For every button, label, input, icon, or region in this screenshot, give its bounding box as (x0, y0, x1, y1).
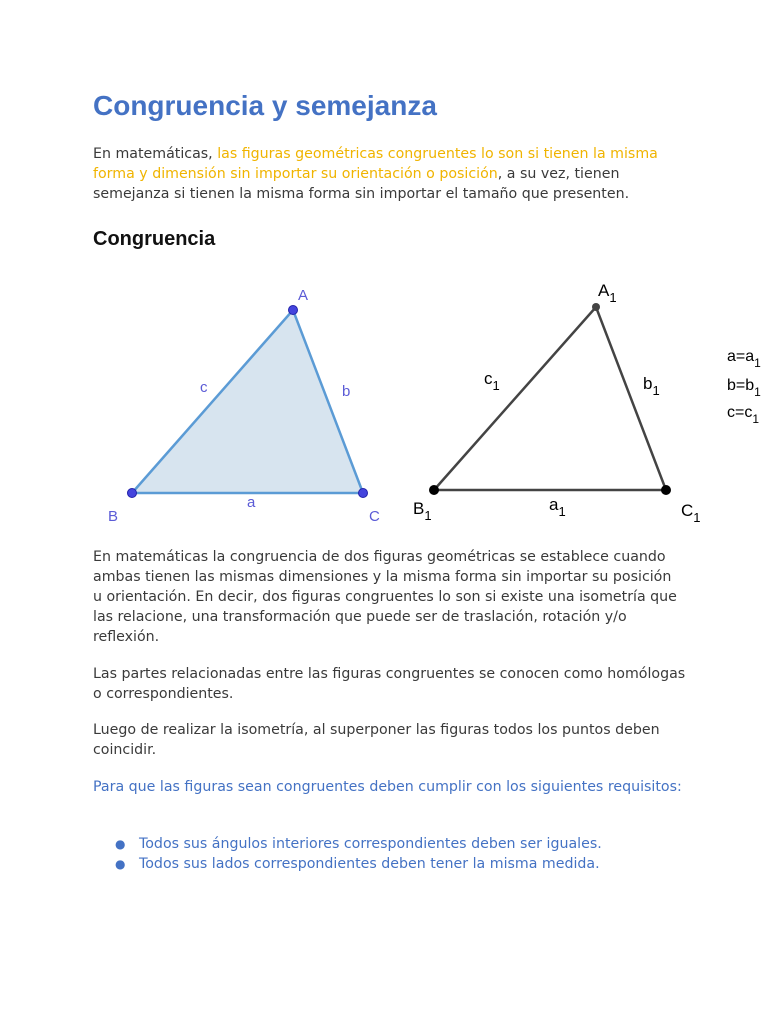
side-label-b1: $b_1$ (643, 374, 660, 398)
vertex-point-a (289, 306, 298, 315)
side-label-a1: $a_1$ (549, 495, 566, 519)
vertex-point-a1 (592, 303, 600, 311)
intro-end: , a su vez, tienen semejanza si tienen la misma forma sin importar el tamaño que presenten. (93, 166, 630, 202)
requirement-text: Todos sus lados correspondientes deben tener la misma medida. (139, 856, 600, 872)
section-heading: Congruencia (93, 228, 216, 250)
intro-paragraph (93, 144, 693, 204)
equality-b: $b=b_1$ (727, 377, 761, 399)
vertex-point-b (128, 489, 137, 498)
triangle-a1b1c1-outline (434, 307, 666, 490)
side-label-a: a (247, 494, 256, 511)
side-equalities (727, 348, 761, 426)
vertex-label-c1: $C_1$ (681, 501, 701, 525)
requirements-list (93, 834, 693, 874)
vertex-label-a1: $A_1$ (598, 281, 617, 305)
paragraph-homologous: Las partes relacionadas entre las figuras congruentes se conocen como homólogas o correspondientes. (93, 666, 686, 702)
requirement-text: Todos sus ángulos interiores correspondientes deben ser iguales. (139, 836, 602, 852)
bullet-icon: ● (115, 857, 126, 871)
paragraph-isometry: Luego de realizar la isometría, al superponer las figuras todos los puntos deben coincidir. (93, 722, 660, 758)
intro-highlight: las figuras geométricas congruentes lo son si tienen la misma forma y dimensión sin importar su orientación o posición (93, 146, 658, 182)
vertex-label-b: B (108, 508, 119, 525)
intro-start: En matemáticas, (93, 146, 218, 162)
triangle-abc (108, 287, 380, 525)
bullet-icon: ● (115, 837, 126, 851)
triangle-abc-fill (132, 310, 363, 493)
page-title: Congruencia y semejanza (93, 90, 437, 121)
vertex-label-c: C (369, 508, 380, 525)
congruent-triangles-figure (93, 272, 768, 534)
side-label-c: c (200, 379, 208, 396)
vertex-label-b1: $B_1$ (413, 499, 432, 523)
list-item (93, 834, 693, 854)
equality-a: $a=a_1$ (727, 348, 761, 370)
triangle-a1b1c1 (413, 281, 701, 525)
vertex-label-a: A (298, 287, 309, 304)
vertex-point-c1 (661, 485, 671, 495)
vertex-point-c (359, 489, 368, 498)
paragraph-definition: En matemáticas la congruencia de dos figuras geométricas se establece cuando ambas tienen las mismas dimensiones y la misma forma sin importar su posición u orientación. En decir, dos figuras congruentes lo son si existe una isometría que las relacione, una transformación que puede ser de traslación, rotación y/o reflexión. (93, 549, 677, 645)
equality-c: $c=c_1$ (727, 404, 760, 426)
side-label-b: b (342, 383, 351, 400)
list-item (93, 854, 693, 874)
paragraph-requirements-intro: Para que las figuras sean congruentes deben cumplir con los siguientes requisitos: (93, 779, 682, 795)
vertex-point-b1 (429, 485, 439, 495)
side-label-c1: $c_1$ (484, 369, 500, 393)
